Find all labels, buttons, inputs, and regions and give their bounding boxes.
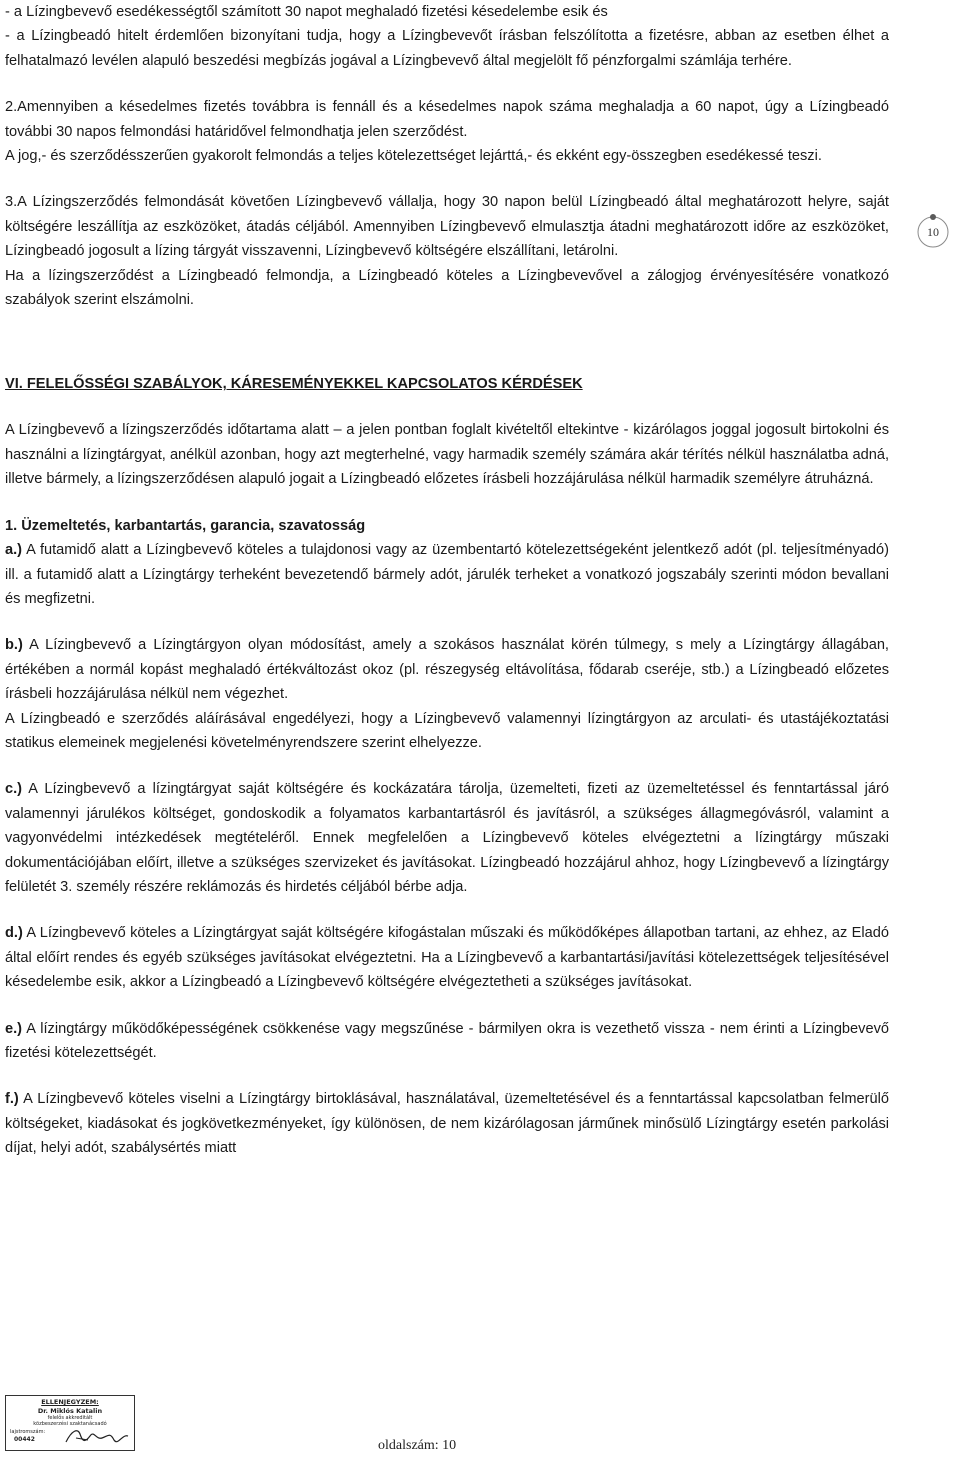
stamp-role-line-1: felelős akkreditált bbox=[47, 1415, 93, 1421]
item-f bbox=[5, 1087, 889, 1160]
page-number-badge-text: 10 bbox=[927, 225, 939, 239]
subheading: 1. Üzemeltetés, karbantartás, garancia, szavatosság bbox=[5, 517, 366, 534]
item-c-text: A Lízingbevevő a lízingtárgyat saját költségére és kockázatára tárolja, üzemelteti, fizeti az üzemeltetéssel és fenntartással járó valamennyi járulékos költséget, gondoskodik a folyamatos karbantartásról és javításról, a szükséges állagmegóvásról, valamint a vagyonvédelmi intézkedések megtételéről. Ennek megfelelően a Lízingbevevő köteles elvégeztetni a lízingtárgy műszaki dokumentációjában előírt, illetve a szükséges szervizeket és javításokat. Lízingbeadó hozzájárul ahhoz, hogy Lízingbevevő a lízingtárgy felületét 3. személy részére reklámozás és hirdetés céljából bérbe adja. bbox=[5, 781, 889, 895]
item-b-label: b.) bbox=[5, 637, 23, 654]
section-heading: VI. FELELŐSSÉGI SZABÁLYOK, KÁRESEMÉNYEKKEL KAPCSOLATOS KÉRDÉSEK bbox=[5, 376, 583, 393]
stamp-role-line-2: közbeszerzési szaktanácsadó bbox=[33, 1421, 107, 1427]
item-a-text: A futamidő alatt a Lízingbevevő köteles a tulajdonosi vagy az üzembentartó kötelezettségeként jelentkező adót (pl. teljesítményadó) ill. a futamidő alatt a Lízingtárgy terheként bevezetendő bármely adót, járulék terheket a vonatkozó jogszabály szerinti módon bevallani és megfizetni. bbox=[5, 542, 889, 607]
document-body bbox=[5, 0, 889, 1161]
item-b-text: A Lízingbevevő a Lízingtárgyon olyan módosítást, amely a szokásos használat körén túlmegy, s mely a Lízingtárgy állagában, értékében a normál kopást meghaladó értékváltozást okoz (pl. részegység eltávolítása, fődarab cseréje, stb.) a Lízingbeadó előzetes írásbeli hozzájárulása nélkül nem végezhet. bbox=[5, 637, 889, 703]
item-b bbox=[5, 633, 889, 706]
item-e bbox=[5, 1017, 889, 1066]
section-intro: A Lízingbevevő a lízingszerződés időtartama alatt – a jelen pontban foglalt kivételtől eltekintve - kizárólagos joggal jogosult birtokolni és használni a lízingtárgyat, anélkül azonban, hogy azt megterhelné, vagy harmadik személy számára akár térítés nélkül használatba adná, illetve bármely, a lízingszerződésen alapuló jogait a Lízingbeadó előzetes írásbeli hozzájárulása nélkül harmadik személyre átruházná. bbox=[5, 422, 889, 488]
paragraph-1-line-a: - a Lízingbevevő esedékességtől számított 30 napot meghaladó fizetési késedelembe esik és bbox=[5, 4, 608, 20]
item-d bbox=[5, 921, 889, 994]
paragraph-2-cont: A jog,- és szerződésszerűen gyakorolt felmondás a teljes kötelezettséget lejárttá,- és ekként egy-összegben esedékessé teszi. bbox=[5, 148, 822, 165]
item-c-label: c.) bbox=[5, 781, 23, 798]
item-d-label: d.) bbox=[5, 925, 23, 942]
item-a bbox=[5, 538, 889, 611]
paragraph-3-cont: Ha a lízingszerződést a Lízingbeadó felmondja, a Lízingbeadó köteles a Lízingbevevővel a zálogjog érvényesítésére vonatkozó szabályok szerint elszámolni. bbox=[5, 267, 889, 309]
stamp-name: Dr. Miklós Katalin bbox=[37, 1407, 103, 1415]
item-f-label: f.) bbox=[5, 1091, 19, 1108]
paragraph-1-line-b: - a Lízingbeadó hitelt érdemlően bizonyítani tudja, hogy a Lízingbevevőt írásban felszólította a fizetésre, abban az esetben élhet a felhatalmazó levélen alapuló beszedési megbízás jogával a Lízingbevevő által megjelölt fő pénzforgalmi számlája terhére. bbox=[5, 28, 889, 69]
item-e-text: A lízingtárgy működőképességének csökkenése vagy megszűnése - bármilyen okra is vezethető vissza - nem érinti a Lízingbevevő fizetési kötelezettségét. bbox=[5, 1020, 889, 1061]
item-e-label: e.) bbox=[5, 1020, 23, 1037]
item-a-label: a.) bbox=[5, 542, 23, 559]
item-b-extra: A Lízingbeadó e szerződés aláírásával engedélyezi, hogy a Lízingbevevő valamennyi lízingtárgyon az arculati- és utastájékoztatási statikus elemeinek megjelenési követelményrendszere szerint elhelyezze. bbox=[5, 710, 889, 751]
paragraph-3: 3.A Lízingszerződés felmondását követően Lízingbevevő vállalja, hogy 30 napon belül Lízingbeadó által meghatározott helyre, saját költségére leszállítja az eszközöket, átadás céljából. Amennyiben Lízingbevevő elmulasztja átadni meghatározott időre az eszközöket, Lízingbeadó jogosult a lízing tárgyát visszavenni, Lízingbevevő költségére elszállítani, letárolni. bbox=[5, 194, 889, 260]
paragraph-2: 2.Amennyiben a késedelmes fizetés továbbra is fennáll és a késedelmes napok száma meghaladja a 60 napot, úgy a Lízingbeadó további 30 napos felmondási határidővel felmondhatja jelen szerződést. bbox=[5, 99, 889, 140]
stamp-title: ELLENJEGYZEM: bbox=[41, 1398, 99, 1406]
signature-icon bbox=[62, 1424, 136, 1448]
stamp-registry-label: lajstromszám: bbox=[10, 1429, 46, 1435]
countersign-stamp bbox=[5, 1395, 135, 1451]
page-footer-number: oldalszám: 10 bbox=[378, 1438, 457, 1453]
stamp-registry-number: 00442 bbox=[14, 1436, 35, 1443]
page-number-badge bbox=[913, 212, 953, 252]
item-d-text: A Lízingbevevő köteles a Lízingtárgyat saját költségére kifogástalan műszaki és működőképes állapotban tartani, az ehhez, az Eladó által előírt rendes és egyéb szükséges javításokat elvégeztetni. Ha a Lízingbevevő a karbantartási/javítási kötelezettségek teljesítésével késedelembe esik, akkor a Lízingbeadó a Lízingbevevő költségére elvégeztetheti a szükséges javításokat. bbox=[5, 925, 889, 991]
item-c bbox=[5, 777, 889, 899]
item-f-text: A Lízingbevevő köteles viselni a Lízingtárgy birtoklásával, használatával, üzemeltetésével és a fenntartással kapcsolatban felmerülő költségeket, kiadásokat és jogkövetkezményeket, így különösen, de nem kizárólagosan járműnek minősülő Lízingtárgy esetén parkolási díjat, helyi adót, szabálysértés miatt bbox=[5, 1091, 889, 1157]
